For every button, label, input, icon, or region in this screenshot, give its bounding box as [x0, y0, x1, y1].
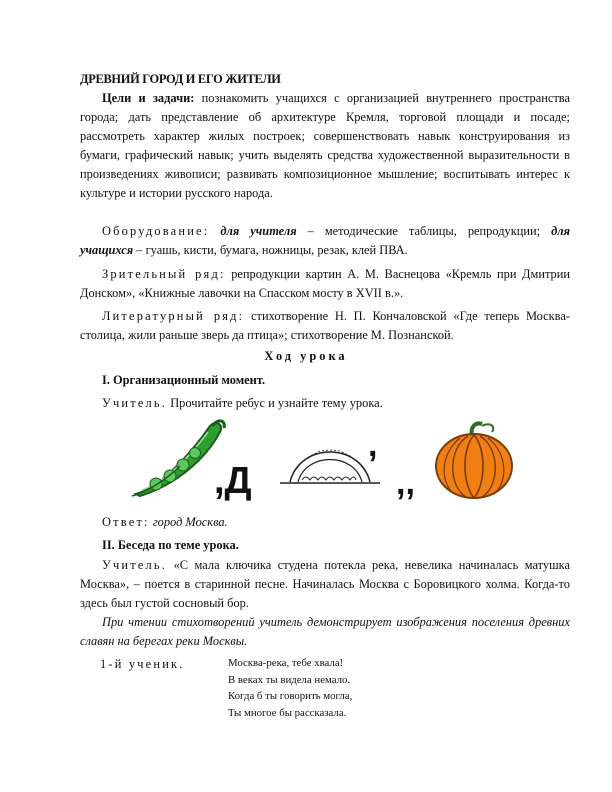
poem-line: В веках ты видела немало.: [228, 673, 351, 686]
answer-line: [80, 513, 570, 532]
equipment-students-label: для учащихся: [80, 224, 570, 257]
literary-paragraph: [80, 307, 570, 345]
equipment-teacher-label: для учителя: [220, 224, 297, 238]
visual-text: репродукции картин А. М. Васнецова «Кремль при Дмитрии Донском», «Книжные лавочки на Спасском мосту в XVII в.».: [80, 267, 570, 300]
literary-text: стихотворение Н. П. Кончаловской «Где теперь Москва-столица, жили раньше зверь да птица»; стихотворение М. Познанской.: [80, 309, 570, 342]
answer-label: Ответ:: [102, 515, 150, 529]
goals-paragraph: [80, 89, 570, 203]
equipment-paragraph: [80, 222, 570, 260]
equipment-label: Оборудование:: [102, 224, 210, 238]
visual-paragraph: [80, 265, 570, 303]
student-label: 1-й ученик.: [100, 657, 185, 671]
rebus-letter: ,Д: [214, 460, 252, 502]
poem-line: Москва-река, тебе хвала!: [228, 657, 344, 669]
section1-heading: I. Организационный момент.: [102, 373, 266, 387]
goals-text: познакомить учащихся с организацией внутреннего пространства города; дать представление об архитектуре Кремля, торговой площади и посаде; рассмотреть характер жилых построек; совершенствовать навык конструирования из бумаги, графический навык; учить выделять средства художественной выразительности в произведениях живописи; развивать композиционное мышление; воспитывать интерес к культуре и истории русского народа.: [80, 91, 570, 200]
section2-heading: II. Беседа по теме урока.: [102, 538, 239, 552]
section1-teacher-text: Прочитайте ребус и узнайте тему урока.: [167, 396, 383, 410]
poem-line: Ты многое бы рассказала.: [228, 706, 347, 719]
pea-pod-icon: [128, 418, 228, 498]
page-title: ДРЕВНИЙ ГОРОД И ЕГО ЖИТЕЛИ: [80, 72, 281, 86]
section2-teacher-label: Учитель.: [102, 558, 168, 572]
poem: [228, 655, 352, 721]
equipment-teacher-text: – методические таблицы, репродукции;: [296, 224, 541, 238]
section2-note: При чтении стихотворений учитель демонстрирует изображения поселения древних славян на берегах реки Москвы.: [80, 615, 570, 648]
section2-teacher-text: «С мала ключика студена потекла река, невелика начиналась матушка Москва», – поется в старинной песне. Начиналась Москва с Боровицкого холма. Когда-то здесь был густой сосновый бор.: [80, 558, 570, 610]
pumpkin-icon: [432, 418, 516, 502]
section1-teacher-line: [80, 394, 570, 413]
equipment-students-text: – гуашь, кисти, бумага, ножницы, резак, клей ПВА.: [133, 243, 408, 257]
rebus-commas-bottom: ,,: [396, 464, 415, 502]
visual-label: Зрительный ряд:: [102, 267, 226, 281]
section1-teacher-label: Учитель.: [102, 396, 168, 410]
arch-bridge-icon: [280, 432, 380, 492]
section2-teacher-paragraph: [80, 556, 570, 613]
literary-label: Литературный ряд:: [102, 309, 245, 323]
poem-line: Когда б ты говорить могла,: [228, 690, 353, 702]
goals-label: Цели и задачи:: [102, 91, 195, 105]
rebus-comma-top: ,: [368, 426, 378, 464]
answer-text: город Москва.: [152, 515, 228, 529]
lesson-heading: Ход урока: [264, 349, 348, 363]
